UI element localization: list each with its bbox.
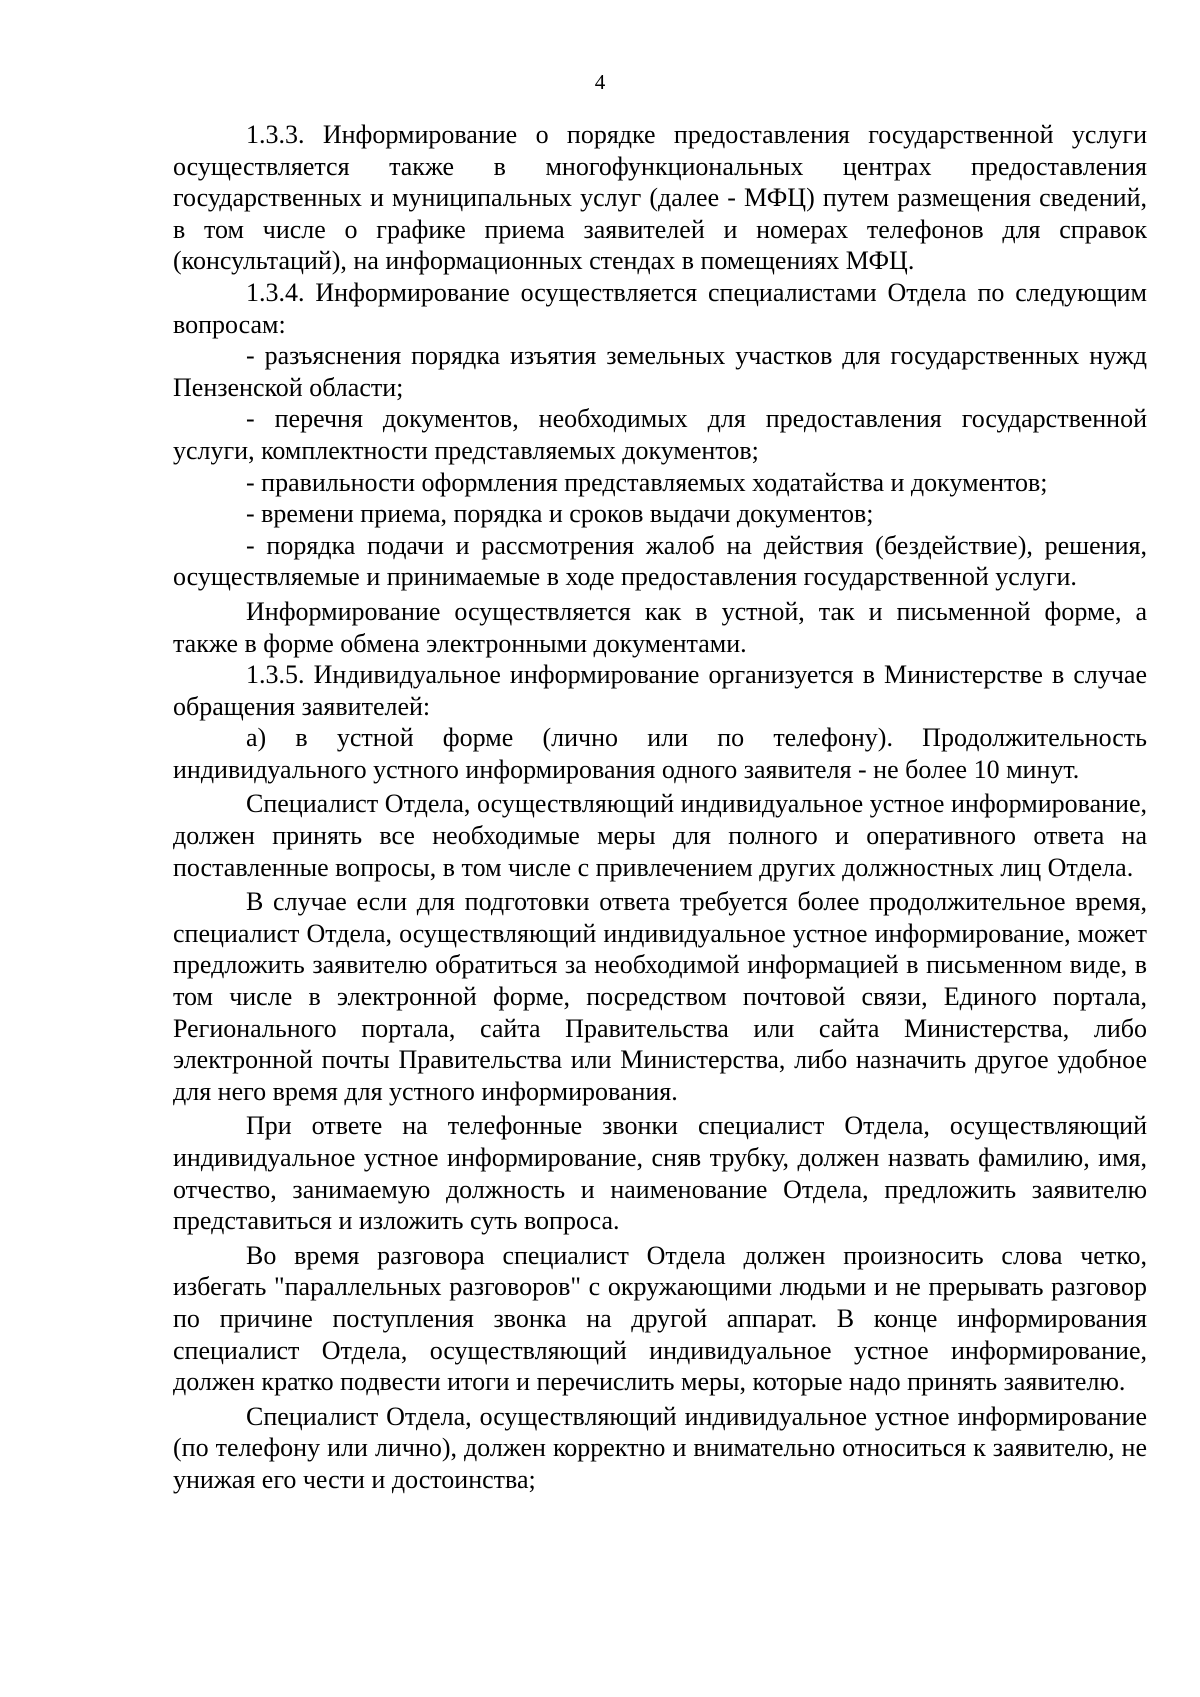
- paragraph-1-3-3: 1.3.3. Информирование о порядке предоставления государственной услуги осуществляется также в многофункциональных центрах предоставления государственных и муниципальных услуг (далее - МФЦ) путем размещения сведений, в том числе о графике приема заявителей и номерах телефонов для справок (консультаций), на информационных стендах в помещениях МФЦ.: [173, 120, 1147, 276]
- paragraph-forms: Информирование осуществляется как в устной, так и письменной форме, а также в форме обмена электронными документами.: [173, 596, 1147, 658]
- paragraph-longer-answer: В случае если для подготовки ответа требуется более продолжительное время, специалист Отдела, осуществляющий индивидуальное устное информирование, может предложить заявителю обратиться за необходимой информацией в письменном виде, в том числе в электронной форме, посредством почтовой связи, Единого портала, Регионального портала, сайта Правительства или сайта Министерства, либо электронной почты Правительства или Министерства, либо назначить другое удобное для него время для устного информирования.: [173, 887, 1147, 1106]
- paragraph-specialist-measures: Специалист Отдела, осуществляющий индивидуальное устное информирование, должен принять все необходимые меры для полного и оперативного ответа на поставленные вопросы, в том числе с привлечением других должностных лиц Отдела.: [173, 789, 1147, 882]
- paragraph-1-3-4: 1.3.4. Информирование осуществляется специалистами Отдела по следующим вопросам:: [173, 277, 1147, 339]
- list-item: - перечня документов, необходимых для предоставления государственной услуги, комплектности представляемых документов;: [173, 404, 1147, 465]
- paragraph-1-3-5: 1.3.5. Индивидуальное информирование организуется в Министерстве в случае обращения заявителей:: [173, 660, 1147, 721]
- paragraph-oral-form: а) в устной форме (лично или по телефону). Продолжительность индивидуального устного информирования одного заявителя - не более 10 минут.: [173, 723, 1147, 784]
- document-body: [173, 119, 1147, 1496]
- paragraph-courtesy: Специалист Отдела, осуществляющий индивидуальное устное информирование (по телефону или лично), должен корректно и внимательно относиться к заявителю, не унижая его чести и достоинства;: [173, 1401, 1147, 1494]
- paragraph-phone-calls: При ответе на телефонные звонки специалист Отдела, осуществляющий индивидуальное устное информирование, сняв трубку, должен назвать фамилию, имя, отчество, занимаемую должность и наименование Отдела, предложить заявителю представиться и изложить суть вопроса.: [173, 1111, 1147, 1236]
- list-item: - порядка подачи и рассмотрения жалоб на действия (бездействие), решения, осуществляемые и принимаемые в ходе предоставления государственной услуги.: [173, 530, 1147, 592]
- list-item: - времени приема, порядка и сроков выдачи документов;: [246, 499, 874, 529]
- page-number: 4: [594, 70, 606, 94]
- list-item: - разъяснения порядка изъятия земельных участков для государственных нужд Пензенской области;: [173, 341, 1147, 402]
- list-item: - правильности оформления представляемых ходатайства и документов;: [246, 467, 1048, 497]
- paragraph-conversation: Во время разговора специалист Отдела должен произносить слова четко, избегать "параллельных разговоров" с окружающими людьми и не прерывать разговор по причине поступления звонка на другой аппарат. В конце информирования специалист Отдела, осуществляющий индивидуальное устное информирование, должен кратко подвести итоги и перечислить меры, которые надо принять заявителю.: [173, 1240, 1147, 1397]
